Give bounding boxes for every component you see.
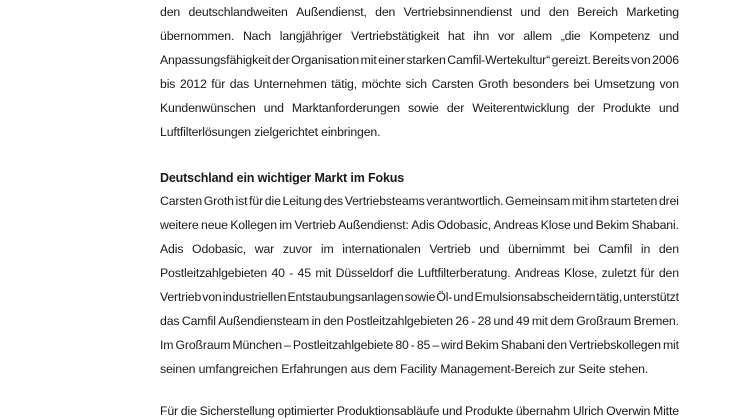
- word: Andreas: [514, 266, 560, 280]
- word: und: [453, 290, 474, 304]
- word: den: [546, 338, 567, 352]
- word: sowie: [408, 101, 439, 115]
- word: Bremen.: [633, 314, 679, 328]
- word: die: [397, 266, 414, 280]
- section: [160, 166, 679, 190]
- word: Bekim: [595, 218, 630, 232]
- word: Mitte: [653, 404, 679, 418]
- word: den: [323, 314, 344, 328]
- word: und: [263, 101, 284, 115]
- word: Kompetenz: [589, 29, 651, 43]
- word: den: [548, 5, 569, 19]
- word: wird: [441, 338, 464, 352]
- word: mit: [531, 314, 548, 328]
- word: Adis: [411, 218, 435, 232]
- word: 2006: [652, 53, 679, 67]
- word: für: [211, 77, 226, 91]
- text-line: seinen umfangreichen Erfahrungen aus dem Facility Management-Bereich zur Seite stehen.: [160, 362, 649, 376]
- word: Vertriebskollegen: [569, 338, 661, 352]
- word: gereizt.: [551, 53, 591, 67]
- text-line: [160, 96, 679, 120]
- paragraph-sales-team: [160, 189, 679, 381]
- word: Vertriebstätigkeit: [350, 29, 440, 43]
- word: starteten: [610, 194, 658, 208]
- word: Großraum: [576, 314, 632, 328]
- section-heading: Deutschland ein wichtiger Markt im Fokus: [160, 171, 405, 185]
- word: und: [493, 314, 514, 328]
- word: Produkte: [602, 101, 651, 115]
- word: übernahm: [515, 404, 571, 418]
- paragraph-intro: [160, 0, 679, 144]
- word: Düsseldorf: [335, 266, 393, 280]
- word: Klose: [540, 218, 571, 232]
- word: Camfil-Wertekultur“: [447, 53, 551, 67]
- word: sich: [405, 77, 427, 91]
- word: von: [631, 53, 651, 67]
- word: Unternehmen: [253, 77, 327, 91]
- word: Außendiensteam: [218, 314, 310, 328]
- word: 85: [416, 338, 431, 352]
- word: -: [410, 338, 415, 352]
- word: Marketing: [626, 5, 679, 19]
- word: 28: [477, 314, 492, 328]
- word: von: [202, 290, 222, 304]
- word: Shabani.: [631, 218, 679, 232]
- word: –: [432, 338, 440, 352]
- word: die: [264, 194, 281, 208]
- word: tätig,: [596, 290, 623, 304]
- word: Vertrieb: [429, 242, 471, 256]
- word: Carsten: [431, 77, 474, 91]
- word: Produktionsabläufe: [336, 404, 440, 418]
- text-line: [160, 309, 679, 333]
- word: ist: [235, 194, 248, 208]
- text-line: [160, 261, 679, 285]
- word: mit: [571, 194, 588, 208]
- word: übernommen.: [160, 29, 235, 43]
- word: Adis: [160, 242, 184, 256]
- word: Odobasic,: [192, 242, 247, 256]
- text-line: [160, 24, 679, 48]
- word: zuvor: [282, 242, 313, 256]
- word: Großraum: [175, 338, 231, 352]
- text-line: [160, 285, 679, 309]
- word: verantwortlich.: [426, 194, 504, 208]
- word: weitere: [160, 218, 199, 232]
- word: im: [320, 242, 334, 256]
- word: Groth: [478, 77, 509, 91]
- word: in: [640, 242, 651, 256]
- word: drei: [658, 194, 679, 208]
- word: Vertrieb: [294, 218, 336, 232]
- word: mit: [360, 53, 377, 67]
- word: Nach: [242, 29, 272, 43]
- word: von: [659, 77, 679, 91]
- word: Gemeinsam: [505, 194, 571, 208]
- word: den: [160, 5, 181, 19]
- word: und: [573, 218, 594, 232]
- word: ihm: [589, 194, 609, 208]
- word: 45: [297, 266, 311, 280]
- word: der: [272, 53, 290, 67]
- word: im: [279, 218, 293, 232]
- word: Postleitzahlgebiete: [292, 338, 394, 352]
- paragraph-production: [160, 399, 679, 419]
- word: zuletzt: [601, 266, 637, 280]
- word: Luftfilterberatung.: [417, 266, 511, 280]
- word: Kollegen: [230, 218, 277, 232]
- word: Carsten: [160, 194, 203, 208]
- text-line: [160, 189, 679, 213]
- word: 2012: [179, 77, 207, 91]
- word: Groth: [203, 194, 234, 208]
- word: Leitung: [282, 194, 322, 208]
- word: optimierter: [277, 404, 334, 418]
- word: Marktanforderungen: [291, 101, 400, 115]
- text-line: [160, 48, 679, 72]
- word: bei: [573, 242, 590, 256]
- word: bei: [573, 77, 590, 91]
- text-line: Luftfilterlösungen zielgerichtet einbringen.: [160, 125, 381, 139]
- word: die: [180, 404, 197, 418]
- word: das: [229, 77, 250, 91]
- word: München: [232, 338, 282, 352]
- word: Produkte: [465, 404, 514, 418]
- word: und: [479, 242, 500, 256]
- word: einer: [378, 53, 405, 67]
- word: Im: [160, 338, 174, 352]
- word: und: [658, 101, 679, 115]
- text-line: [160, 237, 679, 261]
- word: für: [640, 266, 655, 280]
- word: „die: [560, 29, 581, 43]
- word: übernimmt: [508, 242, 565, 256]
- word: mit: [662, 338, 679, 352]
- word: Kundenwünschen: [160, 101, 256, 115]
- word: Shabani: [500, 338, 545, 352]
- word: besonders: [512, 77, 569, 91]
- word: Camfil: [181, 314, 216, 328]
- word: Außendienst,: [296, 5, 367, 19]
- word: bis: [160, 77, 176, 91]
- word: internationalen: [342, 242, 421, 256]
- word: dem: [550, 314, 574, 328]
- word: Overwin: [606, 404, 651, 418]
- word: Vertrieb: [160, 290, 202, 304]
- word: Emulsionsabscheidern: [474, 290, 596, 304]
- word: für: [249, 194, 264, 208]
- word: -: [289, 266, 294, 280]
- word: 49: [516, 314, 530, 328]
- word: –: [284, 338, 291, 352]
- word: Organisation: [291, 53, 360, 67]
- word: Entstaubungsanlagen: [287, 290, 404, 304]
- word: Sicherstellung: [199, 404, 275, 418]
- word: Weiterentwicklung: [472, 101, 570, 115]
- text-line: [160, 72, 679, 96]
- word: starken: [406, 53, 446, 67]
- word: Umsetzung: [594, 77, 655, 91]
- word: 26: [455, 314, 469, 328]
- word: vor: [497, 29, 515, 43]
- word: hat: [447, 29, 465, 43]
- word: der: [446, 101, 465, 115]
- word: Bereits: [592, 53, 630, 67]
- word: -: [471, 314, 476, 328]
- word: langjähriger: [279, 29, 343, 43]
- word: Odobasic,: [436, 218, 491, 232]
- word: Andreas: [493, 218, 539, 232]
- word: Camfil: [598, 242, 633, 256]
- word: des: [323, 194, 343, 208]
- word: Klose,: [564, 266, 598, 280]
- word: den: [658, 266, 679, 280]
- word: allem: [523, 29, 552, 43]
- word: Außendienst:: [338, 218, 409, 232]
- word: und: [658, 29, 679, 43]
- word: tätig,: [331, 77, 358, 91]
- word: deutschlandweiten: [188, 5, 288, 19]
- word: und: [520, 5, 541, 19]
- word: unterstützt: [623, 290, 679, 304]
- word: und: [442, 404, 463, 418]
- text-line: [160, 399, 679, 419]
- word: 40: [271, 266, 285, 280]
- word: sowie: [404, 290, 436, 304]
- text-line: [160, 213, 679, 237]
- word: mit: [315, 266, 332, 280]
- word: Postleitzahlgebieten: [160, 266, 268, 280]
- word: der: [577, 101, 595, 115]
- word: den: [375, 5, 396, 19]
- word: Ulrich: [572, 404, 604, 418]
- word: Öl-: [436, 290, 453, 304]
- word: Vertriebsinnendienst: [403, 5, 513, 19]
- word: den: [658, 242, 679, 256]
- word: ihn: [473, 29, 490, 43]
- word: 80: [395, 338, 409, 352]
- word: neue: [201, 218, 228, 232]
- word: industriellen: [222, 290, 287, 304]
- word: möchte: [361, 77, 402, 91]
- word: Anpassungsfähigkeit: [160, 53, 271, 67]
- word: Bereich: [577, 5, 618, 19]
- word: Postleitzahlgebieten: [345, 314, 453, 328]
- word: Für: [160, 404, 178, 418]
- word: Bekim: [465, 338, 499, 352]
- text-line: [160, 0, 679, 24]
- word: in: [311, 314, 321, 328]
- word: Vertriebsteams: [344, 194, 425, 208]
- word: war: [254, 242, 275, 256]
- word: das: [160, 314, 180, 328]
- text-line: [160, 333, 679, 357]
